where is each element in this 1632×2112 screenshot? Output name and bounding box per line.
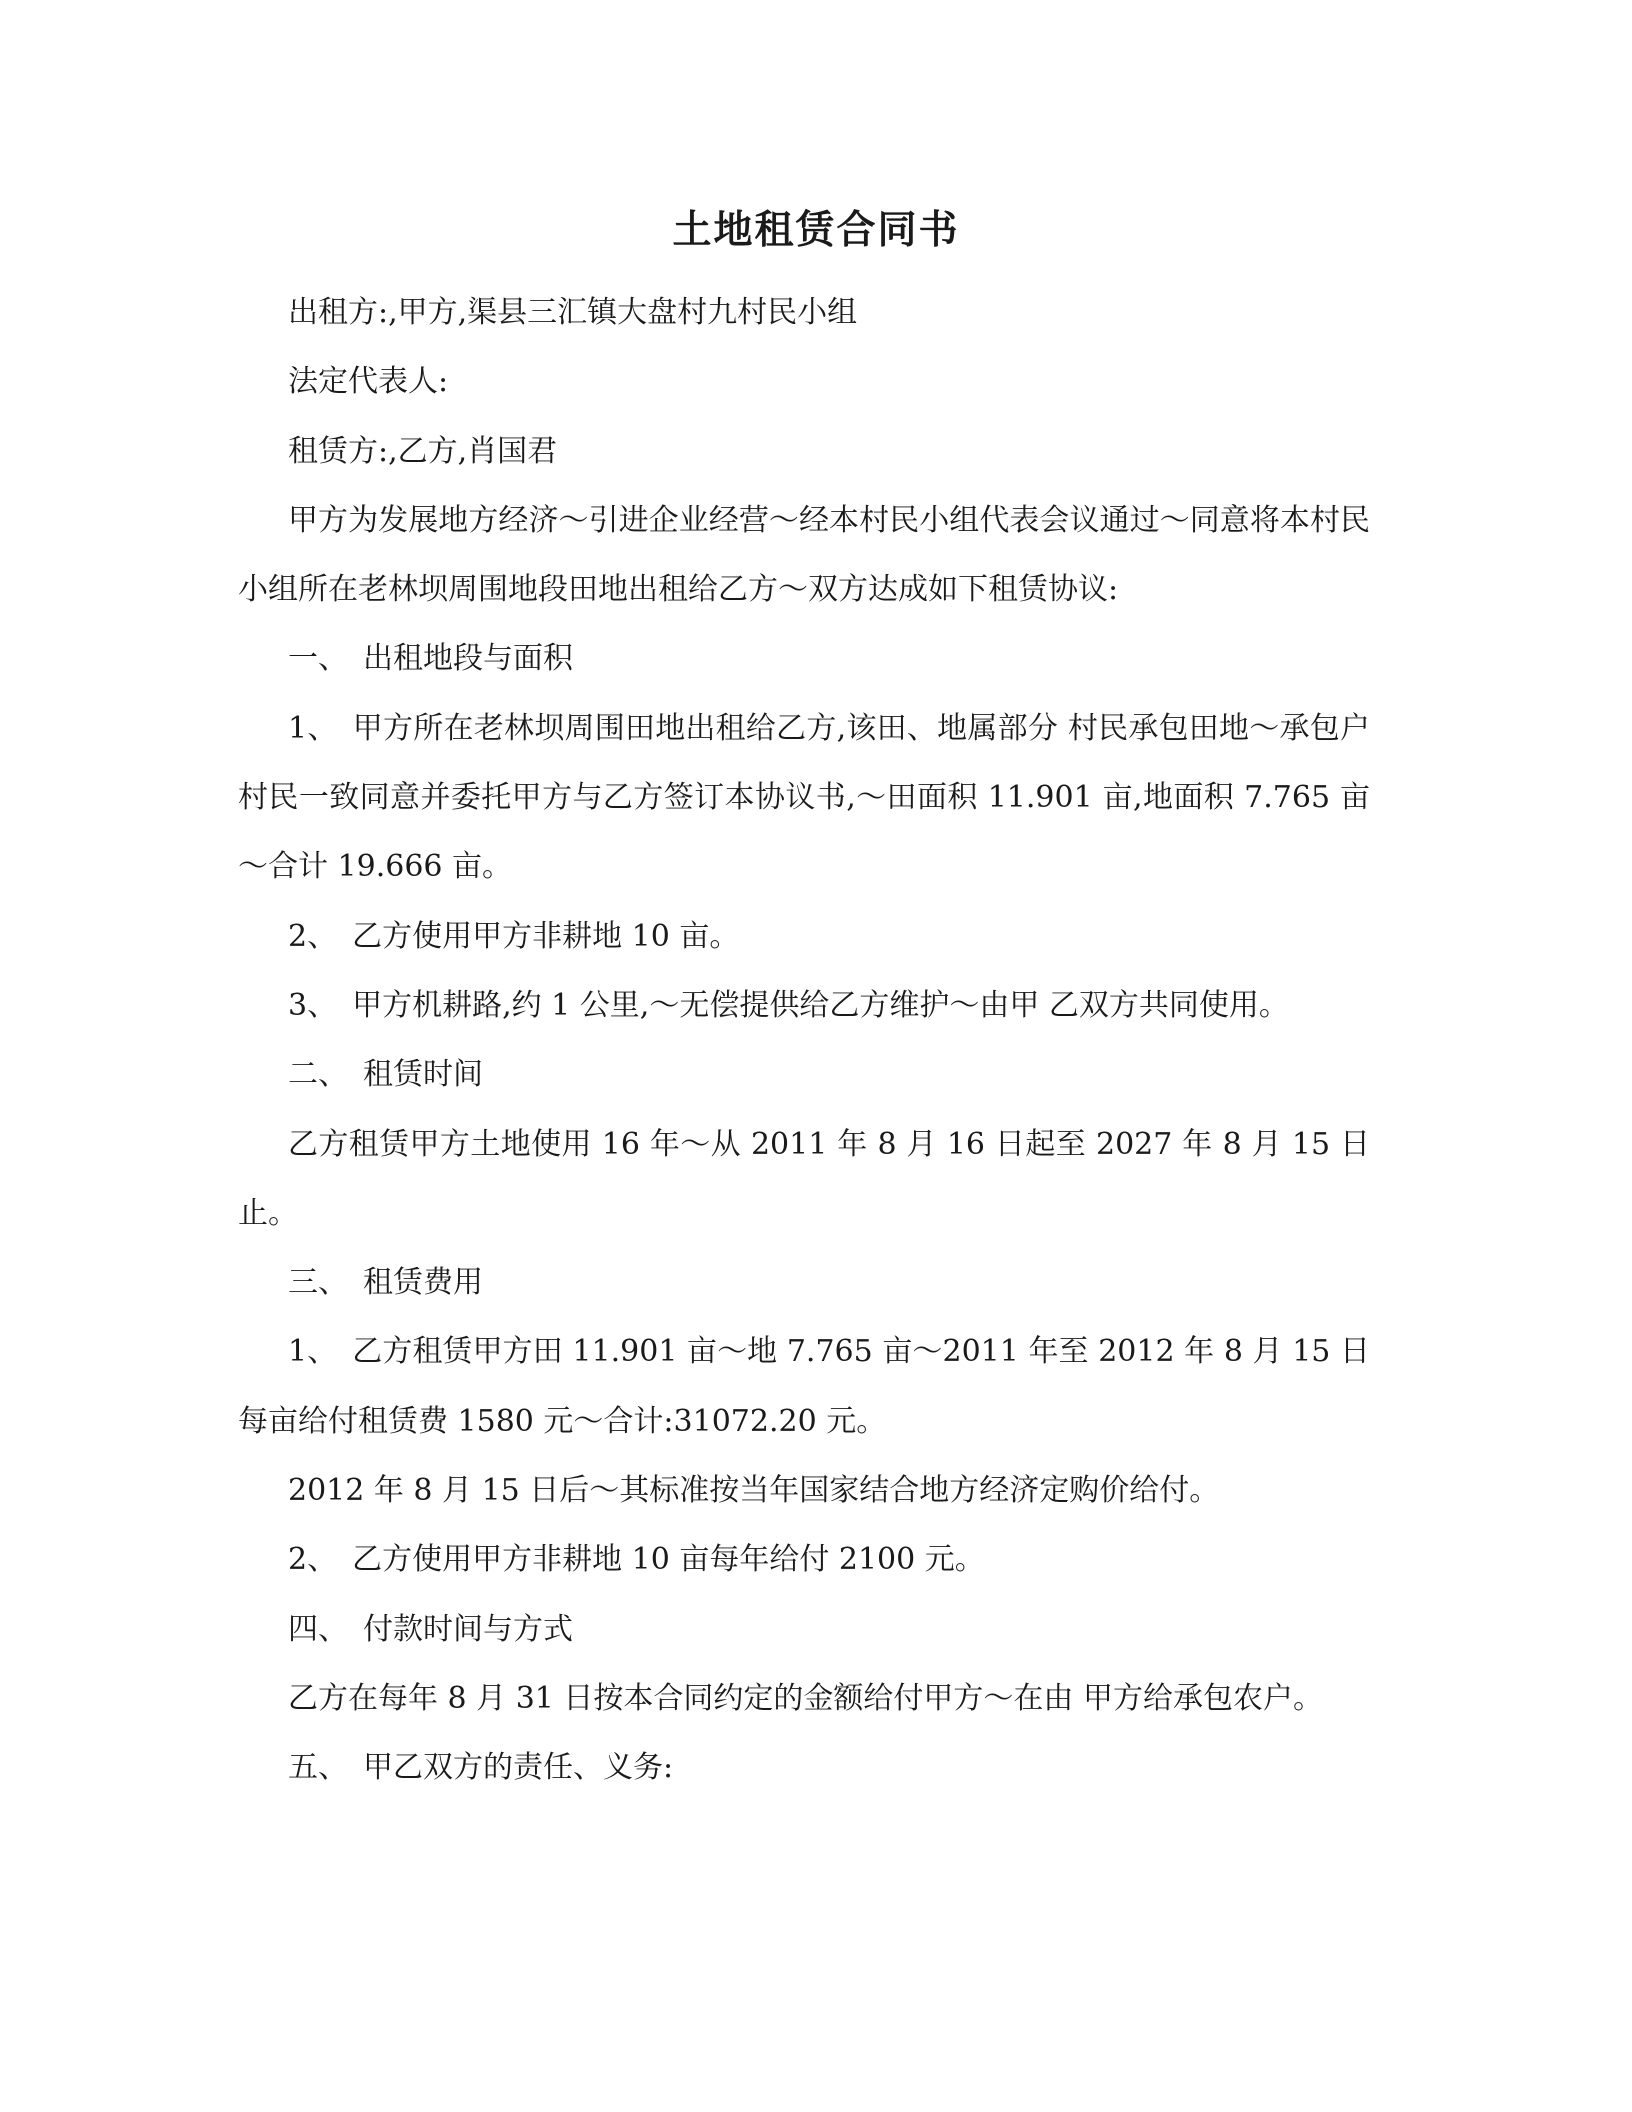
section-3-clause-2: 2、 乙方使用甲方非耕地 10 亩每年给付 2100 元。 <box>288 1542 985 1578</box>
section-3-clause-1: 1、 乙方租赁甲方田 11.901 亩～地 7.765 亩～2011 年至 2012 年 8 月 15 日每亩给付租赁费 1580 元～合计:31072.20 元。 <box>238 1334 1370 1439</box>
lessee-line: 租赁方:,乙方,肖国君 <box>288 433 558 469</box>
section-1-clause-1: 1、 甲方所在老林坝周围田地出租给乙方,该田、地属部分 村民承包田地～承包户村民一致同意并委托甲方与乙方签订本协议书,～田面积 11.901 亩,地面积 7.765 亩～合计 19.666 亩。 <box>238 710 1370 885</box>
section-heading-5: 五、 甲乙双方的责任、义务: <box>288 1750 674 1786</box>
preamble-paragraph: 甲方为发展地方经济～引进企业经营～经本村民小组代表会议通过～同意将本村民小组所在老林坝周围地段田地出租给乙方～双方达成如下租赁协议: <box>238 502 1370 608</box>
lessor-line: 出租方:,甲方,渠县三汇镇大盘村九村民小组 <box>288 295 858 330</box>
section-heading-1: 一、 出租地段与面积 <box>288 641 573 677</box>
document-body <box>238 278 1370 1803</box>
section-heading-2: 二、 租赁时间 <box>288 1057 483 1093</box>
section-heading-4: 四、 付款时间与方式 <box>288 1611 573 1647</box>
legal-representative-line: 法定代表人: <box>288 364 449 400</box>
section-3-note: 2012 年 8 月 15 日后～其标准按当年国家结合地方经济定购价给付。 <box>288 1473 1220 1509</box>
section-1-clause-2: 2、 乙方使用甲方非耕地 10 亩。 <box>288 918 740 954</box>
section-1-clause-3: 3、 甲方机耕路,约 1 公里,～无偿提供给乙方维护～由甲 乙双方共同使用。 <box>288 987 1289 1023</box>
section-4-paragraph: 乙方在每年 8 月 31 日按本合同约定的金额给付甲方～在由 甲方给承包农户。 <box>288 1680 1323 1716</box>
section-2-paragraph: 乙方租赁甲方土地使用 16 年～从 2011 年 8 月 16 日起至 2027 年 8 月 15 日止。 <box>238 1126 1370 1231</box>
document-title: 土地租赁合同书 <box>672 207 960 253</box>
section-heading-3: 三、 租赁费用 <box>288 1265 483 1301</box>
